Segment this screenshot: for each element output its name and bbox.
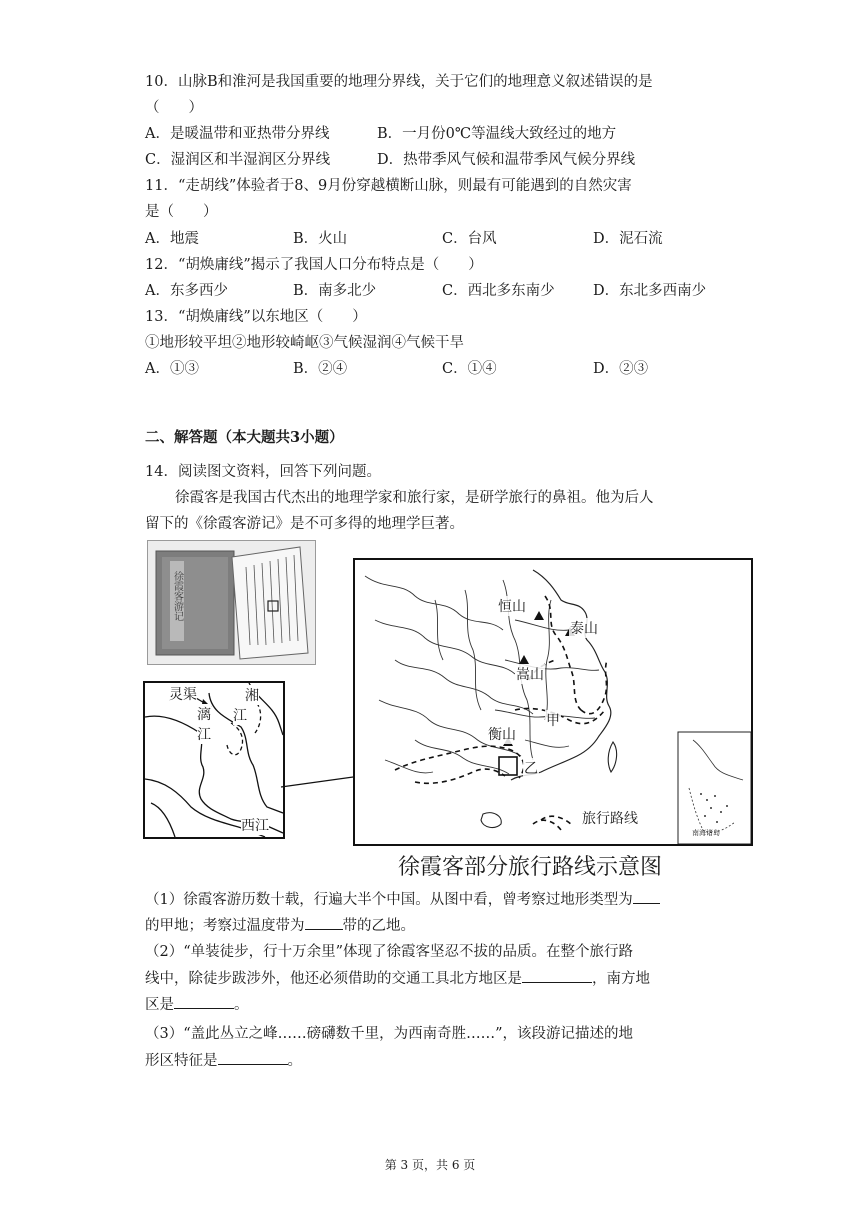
map-label-south-sea: 南海诸岛	[692, 829, 720, 837]
answer-blank-2b[interactable]	[174, 994, 234, 1009]
q12-option-a: A．东多西少	[145, 283, 228, 299]
inset-label-li-2: 江	[197, 724, 211, 744]
q14-stem: 14．阅读图文资料，回答下列问题。	[145, 464, 381, 480]
sub-question-2-text-c: 区是	[145, 997, 174, 1013]
q11-option-c: C．台风	[442, 231, 497, 247]
q12-option-d: D．东北多西南少	[593, 283, 707, 299]
sub-question-2-line2	[145, 968, 650, 989]
legend-route-label: 旅行路线	[581, 808, 639, 828]
map-label-taishan: 泰山	[569, 618, 599, 638]
q11-stem-line1: 11．“走胡线”体验者于8、9月份穿越横断山脉，则最有可能遇到的自然灾害	[145, 178, 632, 194]
sub-question-1-text-c: 带的乙地。	[342, 918, 415, 934]
answer-blank-1b[interactable]	[305, 915, 343, 930]
q10-stem-line1: 10．山脉B和淮河是我国重要的地理分界线，关于它们的地理意义叙述错误的是	[145, 74, 653, 90]
map-label-hengshan-north: 恒山	[497, 596, 527, 616]
section-heading: 二、解答题（本大题共3小题）	[145, 429, 344, 446]
sub-question-2-line1: （2）“单装徒步，行十万余里”体现了徐霞客坚忍不拔的品质。在整个旅行路	[145, 944, 634, 960]
book-title-vertical: 徐霞客游记	[171, 571, 183, 621]
q10-option-a: A．是暖温带和亚热带分界线	[145, 126, 330, 142]
q10-option-b: B．一月份0℃等温线大致经过的地方	[377, 126, 617, 142]
inset-label-xiang-1: 湘	[245, 685, 259, 705]
inset-label-xiang-2: 江	[233, 705, 247, 725]
q13-option-a: A．①③	[145, 361, 199, 377]
sub-question-2-text-b: ，南方地	[592, 971, 650, 987]
mountain-icon-hengshan-north	[534, 611, 544, 620]
q11-option-d: D．泥石流	[593, 231, 663, 247]
mountain-icon-songshan	[519, 655, 529, 664]
sub-question-3-line2	[145, 1050, 302, 1071]
sub-question-2-text-d: 。	[234, 997, 249, 1013]
yi-location-box	[499, 757, 517, 775]
sub-question-3-line1: （3）“盖此丛立之峰……磅礴数千里，为西南奇胜……”，该段游记描述的地	[145, 1026, 634, 1042]
q14-paragraph-line1: 徐霞客是我国古代杰出的地理学家和旅行家，是研学旅行的鼻祖。他为后人	[175, 490, 654, 506]
q11-stem-line2: 是（ ）	[145, 204, 218, 220]
answer-blank-2a[interactable]	[522, 968, 592, 983]
sub-question-2-text-a: 线中，除徒步跋涉外，他还必须借助的交通工具北方地区是	[145, 971, 522, 987]
answer-blank-1a[interactable]	[633, 889, 660, 904]
q12-option-c: C．西北多东南少	[442, 283, 555, 299]
q14-paragraph-line2: 留下的《徐霞客游记》是不可多得的地理学巨著。	[145, 516, 464, 532]
q13-stem: 13．“胡焕庸线”以东地区（ ）	[145, 309, 367, 325]
page-footer: 第 3 页，共 6 页	[384, 1158, 476, 1172]
answer-blank-3[interactable]	[218, 1050, 288, 1065]
map-label-hengshan-south: 衡山	[487, 724, 517, 744]
sub-question-1-line2	[145, 915, 415, 936]
q13-option-c: C．①④	[442, 361, 497, 377]
q10-stem-line2: （ ）	[145, 100, 203, 116]
inset-map	[143, 681, 285, 839]
map-label-yi: 乙	[523, 758, 539, 778]
inset-label-lingqu: 灵渠	[169, 684, 197, 704]
q10-option-c: C．湿润区和半湿润区分界线	[145, 152, 331, 168]
route-map	[353, 558, 753, 846]
inset-map-lines	[145, 683, 283, 837]
figure-caption: 徐霞客部分旅行路线示意图	[398, 855, 663, 880]
q13-items: ①地形较平坦②地形较崎岖③气候湿润④气候干旱	[145, 335, 464, 351]
map-label-songshan: 嵩山	[515, 664, 545, 684]
sub-question-1-line1	[145, 889, 660, 910]
q13-option-b: B．②④	[293, 361, 348, 377]
sub-question-2-line3	[145, 994, 249, 1015]
sub-question-3-text-a: 形区特征是	[145, 1053, 218, 1069]
sub-question-1-text-a: （1）徐霞客游历数十载，行遍大半个中国。从图中看，曾考察过地形类型为	[145, 892, 633, 908]
map-label-jia: 甲	[545, 710, 561, 730]
sub-question-1-text-b: 的甲地；考察过温度带为	[145, 918, 305, 934]
sub-question-3-text-b: 。	[287, 1053, 302, 1069]
q11-option-b: B．火山	[293, 231, 348, 247]
q12-option-b: B．南多北少	[293, 283, 377, 299]
q11-option-a: A．地震	[145, 231, 199, 247]
route-map-lines	[355, 560, 751, 844]
q10-option-d: D．热带季风气候和温带季风气候分界线	[377, 152, 636, 168]
q13-option-d: D．②③	[593, 361, 649, 377]
q12-stem: 12．“胡焕庸线”揭示了我国人口分布特点是（ ）	[145, 257, 483, 273]
book-photo	[147, 540, 316, 665]
inset-label-li-1: 漓	[197, 704, 211, 724]
inset-label-xijiang: 西江	[241, 815, 269, 835]
book-photo-image	[148, 541, 315, 664]
